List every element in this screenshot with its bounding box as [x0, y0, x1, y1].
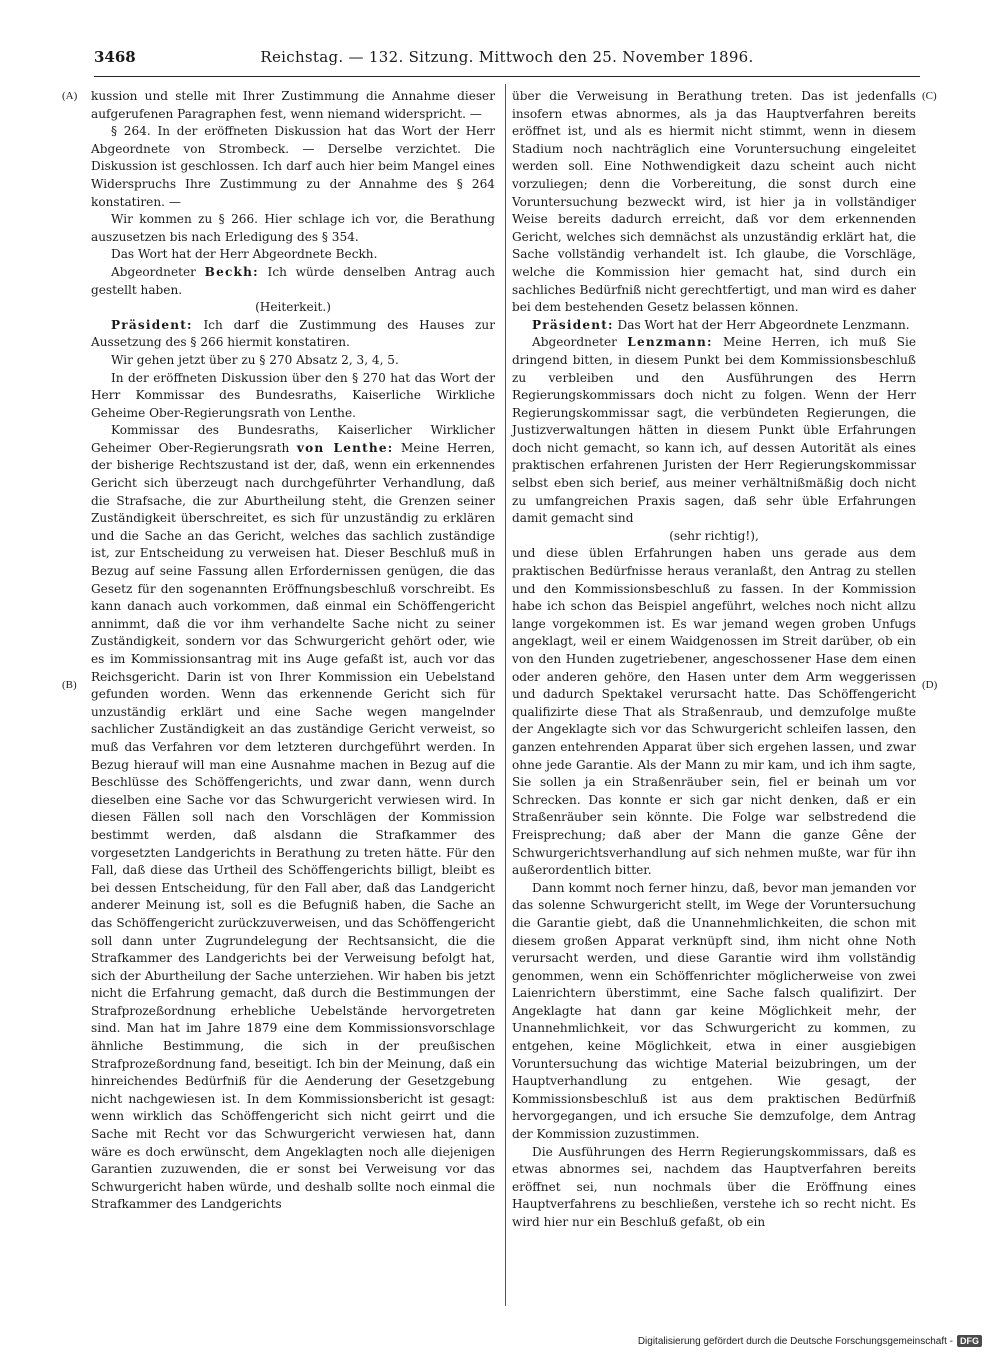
right-column: [512, 88, 916, 1232]
header-rule: [94, 76, 920, 77]
paragraph: Wir gehen jetzt über zu § 270 Absatz 2, 3, 4, 5.: [111, 352, 399, 367]
column-divider: [505, 84, 506, 1306]
paragraph: Die Ausführungen des Herrn Regierungskommissars, daß es etwas abnormes sei, nachdem das Hauptverfahren bereits eröffnet sei, nun nochmals über die Eröffnung eines Hauptverfahrens zu beschließen, verstehe ich so recht nicht. Es wird hier nur ein Beschluß gefaßt, ob ein: [512, 1144, 916, 1229]
paragraph: Wir kommen zu § 266. Hier schlage ich vor, die Berathung auszusetzen bis nach Erledigung des § 354.: [91, 212, 495, 244]
speech-text: Das Wort hat der Herr Abgeordnete Lenzmann.: [613, 317, 910, 332]
speaker-name: Präsident:: [111, 317, 193, 332]
paragraph: Das Wort hat der Herr Abgeordnete Beckh.: [111, 247, 378, 262]
speaker-prefix: Abgeordneter: [532, 335, 628, 350]
running-title: Reichstag. — 132. Sitzung. Mittwoch den 25. November 1896.: [260, 48, 754, 66]
paragraph: [91, 317, 495, 352]
paragraph: [512, 334, 916, 528]
speech-text: Ich darf die Zustimmung des Hauses zur Aussetzung des § 266 hiermit konstatiren.: [91, 317, 495, 350]
paragraph: (Heiterkeit.): [255, 300, 331, 315]
speaker-name: Lenzmann:: [627, 335, 713, 350]
speaker-name: Beckh:: [204, 264, 259, 279]
dfg-logo: DFG: [957, 1335, 982, 1347]
speech-text: Meine Herren, ich muß Sie dringend bitten, in diesem Punkt bei dem Kommissionsbeschluß zu verbleiben und den Ausführungen des Herrn Regierungskommissars doch nicht zu folgen. Wenn der Herr Regierungskommissar sagt, die verbündeten Regierungen, die Justizverwaltungen hätten in diesem Punkt üble Erfahrungen doch nicht gemacht, so kann ich, auf dessen Autorität als eines praktischen erfahrenen Juristen der Herr Regierungskommissar selbst eben sich berief, aus meiner verhältnißmäßig doch nicht zu umfangreichen Praxis sagen, daß sehr üble Erfahrungen damit gemacht sind: [512, 335, 916, 526]
paragraph: In der eröffneten Diskussion über den § 270 hat das Wort der Herr Kommissar des Bundesraths, Kaiserliche Wirkliche Geheime Ober-Regierungsrath von Lenthe.: [91, 370, 495, 420]
left-column: [91, 88, 495, 1214]
page-header: [94, 46, 920, 74]
speaker-name: von Lenthe:: [296, 440, 394, 455]
speech-text: Ich würde denselben Antrag auch gestellt haben.: [91, 264, 495, 297]
page-number: 3468: [94, 48, 136, 66]
paragraph: über die Verweisung in Berathung treten. Das ist jedenfalls insofern etwas abnormes, als ja das Hauptverfahren bereits eröffnet ist, und als es hiermit nicht stimmt, wenn in diesem Stadium noch nachträglich eine Voruntersuchung eingeleitet werden soll. Eine Nothwendigkeit dazu scheint auch nicht vorzuliegen; denn die Vorbereitung, die sonst durch eine Voruntersuchung bezweckt wird, ist hier ja in vollständiger Weise bereits dadurch erreicht, daß vor dem erkennenden Gericht, welches sich demnächst als unzuständig erklärt hat, die Sache vollständig verhandelt ist. Ich glaube, die Vorschläge, welche die Kommission hier gemacht hat, sind durch ein sachliches Bedürfniß nicht gerechtfertigt, und man wird es daher bei dem bestehenden Gesetz belassen können.: [512, 89, 916, 315]
margin-marker-b: (B): [62, 679, 77, 691]
speaker-prefix: Kommissar des Bundesraths, Kaiserlicher Wirklicher Geheimer Ober-Regierungsrath: [91, 423, 495, 455]
speaker-name: Präsident:: [532, 317, 614, 332]
paragraph: [91, 422, 495, 1214]
margin-marker-d: (D): [922, 679, 938, 691]
paragraph: (sehr richtig!),: [669, 528, 759, 543]
paragraph: kussion und stelle mit Ihrer Zustimmung die Annahme dieser aufgerufenen Paragraphen fest, wenn niemand widerspricht. —: [91, 89, 495, 121]
paragraph: Dann kommt noch ferner hinzu, daß, bevor man jemanden vor das solenne Schwurgericht stellt, im Wege der Voruntersuchung die Garantie giebt, daß die Unannehmlichkeiten, die schon mit diesem großen Apparat verknüpft sind, ihm nicht ohne Noth verursacht werden, und diese Garantie wird ihm vollständig genommen, wenn ein Schöffenrichter möglicherweise von zwei Laienrichtern überstimmt, eine Sache falsch qualifizirt. Der Angeklagte hat dann gar keine Möglichkeit mehr, der Unannehmlichkeit, vor das Schwurgericht zu kommen, zu entgehen, keine Möglichkeit, etwa in einer ausgiebigen Voruntersuchung das wichtige Material beizubringen, um der Hauptverhandlung zu entgehen. Wie gesagt, der Kommissionsbeschluß ist aus dem praktischen Bedürfniß hervorgegangen, und ich ersuche Sie demzufolge, dem Antrag der Kommission zuzustimmen.: [512, 880, 916, 1142]
footer-credit: Digitalisierung gefördert durch die Deutsche Forschungsgemeinschaft -: [637, 1335, 953, 1347]
footer: [638, 1335, 982, 1347]
margin-marker-c: (C): [922, 90, 937, 102]
paragraph: § 264. In der eröffneten Diskussion hat das Wort der Herr Abgeordnete von Strombeck. — Derselbe verzichtet. Die Diskussion ist geschlossen. Ich darf auch hier beim Mangel eines Widerspruchs Ihre Zustimmung zu der Annahme des § 264 konstatiren. —: [91, 124, 495, 209]
paragraph: [91, 264, 495, 299]
paragraph: und diese üblen Erfahrungen haben uns gerade aus dem praktischen Bedürfnisse heraus veranlaßt, den Antrag zu stellen und den Kommissionsbeschluß zu fassen. In der Kommission habe ich schon das Beispiel angeführt, welches noch nicht allzu lange vorgekommen ist. Es war jemand wegen groben Unfugs angeklagt, weil er einem Waidgenossen im Streit darüber, ob ein von den Hunden zugetriebener, angeschossener Hase dem einen oder anderen gehöre, den Hasen unter dem Arm weggerissen und dadurch Spektakel verursacht hatte. Das Schöffengericht qualifizirte diese That als Straßenraub, und demzufolge mußte der Angeklagte sich vor das Schwurgericht schleifen lassen, den ganzen entehrenden Apparat über sich ergehen lassen, und zwar ohne jede Garantie. Als der Mann zu mir kam, und ich ihm sagte, Sie sollen ja ein Straßenräuber sein, fiel er beinah um vor Schrecken. Das konnte er sich gar nicht denken, daß er ein Straßenräuber sein könnte. Die Folge war selbstredend die Freisprechung; daß aber der Mann die ganze Gêne der Schwurgerichtsverhandlung auf sich nehmen mußte, war für ihn außerordentlich bitter.: [512, 546, 916, 878]
margin-marker-a: (A): [62, 90, 78, 102]
speech-text: Meine Herren, der bisherige Rechtszustand ist der, daß, wenn ein erkennendes Gericht sich überzeugt nach durchgeführter Verhandlung, daß die Strafsache, die zur Aburtheilung steht, die Grenzen seiner Zuständigkeit überschreitet, es sich für unzuständig zu erklären und die Sache an das Gericht, welches das sachlich zuständige ist, zur Entscheidung zu verweisen hat. Dieser Beschluß muß in Bezug auf seine Fassung allen Erfordernissen genügen, die das Gesetz für den sogenannten Eröffnungsbeschluß vorschreibt. Es kann danach auch vorkommen, daß einmal ein Schöffengericht annimmt, daß die vor ihm verhandelte Sache nicht zu seiner Zuständigkeit, sondern vor das Schwurgericht gehört oder, wie es im Kommissionsantrag mit ins Auge gefaßt ist, auch vor das Reichsgericht. Darin ist von Ihrer Kommission ein Uebelstand gefunden worden. Wenn das erkennende Gericht sich für unzuständig erklärt und eine Sache wegen mangelnder sachlicher Zuständigkeit an das zuständige Gericht verweist, so muß das Verfahren vor dem letzteren durchgeführt werden. In Bezug hierauf will man eine Ausnahme machen in Bezug auf die Beschlüsse des Schöffengerichts, und zwar dann, wenn durch dieselben eine Sache vor das Schwurgericht verwiesen wird. In diesen Fällen soll nach den Vorschlägen der Kommission bestimmt werden, daß alsdann die Strafkammer des vorgesetzten Landgerichts in Berathung zu treten hätte. Für den Fall, daß diese das Urtheil des Schöffengerichts billigt, bleibt es bei dessen Entscheidung, für den Fall aber, daß das Landgericht anderer Meinung ist, soll es die Befugniß haben, die Sache an das Schöffengericht zurückzuverweisen, und das Schöffengericht soll dann unter Zugrundelegung der Rechtsansicht, die die Strafkammer des Landgerichts bei der Verweisung befolgt hat, sich der Aburtheilung der Sache unterziehen. Wir haben bis jetzt nicht die Erfahrung gemacht, daß durch die Bestimmungen der Strafprozeßordnung erhebliche Uebelstände hervorgetreten sind. Man hat im Jahre 1879 eine dem Kommissionsvorschlage ähnliche Bestimmung, die sich in der preußischen Strafprozeßordnung fand, beseitigt. Ich bin der Meinung, daß ein hinreichendes Bedürfniß für die Aenderung der Gesetzgebung nicht nachgewiesen ist. In dem Kommissionsbericht ist gesagt: wenn wirklich das Schöffengericht sich nicht geirrt und die Sache mit Recht vor das Schwurgericht verwiesen hat, dann wäre es doch erwünscht, dem Angeklagten noch alle diejenigen Garantien zuzuwenden, die er sonst bei Verweisung vor das Schwurgericht haben würde, und deshalb sollte noch einmal die Strafkammer des Landgerichts: [91, 440, 495, 1212]
speaker-prefix: Abgeordneter: [111, 264, 205, 279]
paragraph: [512, 317, 916, 335]
